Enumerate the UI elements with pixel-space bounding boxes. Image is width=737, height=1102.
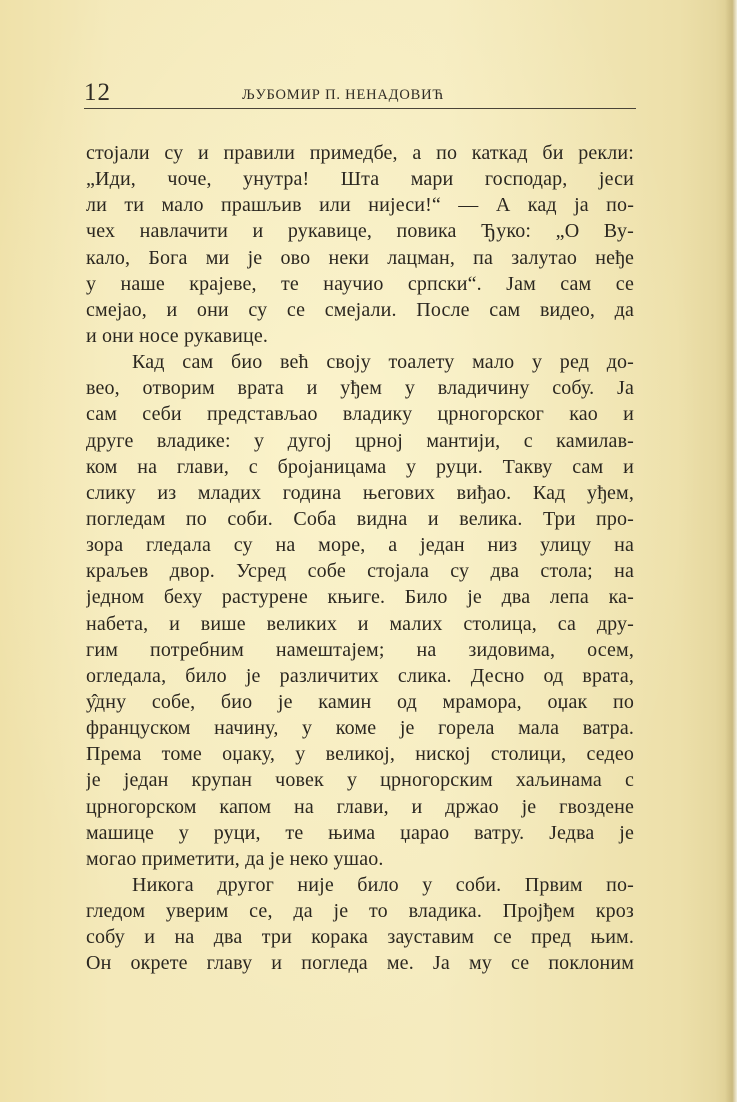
text-line: могао приметити, да је неко ушао.	[86, 847, 384, 870]
text-line: ком на глави, с бројаницама у руци. Такву сам и	[86, 455, 634, 478]
text-line: у̂дну собе, био је камин од мрамора, оџак по	[86, 690, 634, 713]
text-line: краљев двор. Усред собе стојала су два стола; на	[86, 560, 634, 583]
page-number: 12	[84, 79, 111, 106]
text-line: црногорском капом на глави, и држао је гвоздене	[86, 795, 634, 818]
text-line: једном беху растурене књиге. Било је два лепа ка-	[86, 586, 634, 609]
page-edge-shadow	[725, 0, 737, 1102]
text-line: Кад сам био већ своју тоалету мало у ред до-	[132, 351, 634, 374]
text-line: Он окрете главу и погледа ме. Ја му се поклоним	[86, 952, 634, 975]
text-line: у наше крајеве, те научио српски“. Јам сам се	[86, 272, 634, 295]
text-line: Никога другог није било у соби. Првим по-	[132, 873, 634, 896]
text-line: вео, отворим врата и уђем у владичину собу. Ја	[86, 377, 634, 400]
text-line: „Иди, чоче, унутра! Шта мари господар, јеси	[86, 168, 634, 191]
text-line: гледом уверим се, да је то владика. Пројђем кроз	[86, 900, 634, 923]
text-line: погледам по соби. Соба видна и велика. Три про-	[86, 507, 634, 530]
text-line: друге владике: у дугој црној мантији, с камилав-	[86, 429, 634, 452]
text-line: набета, и више великих и малих столица, са дру-	[86, 612, 634, 635]
body-text	[86, 140, 634, 977]
text-line: машице у руци, те њима џарао ватру. Једва је	[86, 821, 634, 844]
text-line: је један крупан човек у црногорским хаљинама с	[86, 769, 634, 792]
text-line: стојали су и правили примедбе, а по каткад би рекли:	[86, 142, 634, 164]
text-line: смејао, и они су се смејали. После сам видео, да	[86, 298, 634, 321]
text-line: ли ти мало прашљив или нијеси!“ — А кад ја по-	[86, 194, 634, 217]
text-line: зора гледала су на море, а један низ улицу на	[86, 534, 634, 557]
header-rule	[84, 108, 636, 109]
text-line: огледала, било је различитих слика. Десно од врата,	[86, 664, 634, 687]
text-line: собу и на два три корака зауставим се пред њим.	[86, 926, 634, 949]
text-line: Према томе оџаку, у великој, ниској столици, седео	[86, 743, 634, 766]
running-head: ЉУБОМИР П. НЕНАДОВИЋ	[242, 87, 444, 103]
text-line: сам себи представљао владику црногорског као и	[86, 403, 634, 426]
text-line: гим потребним намештајем; на зидовима, осем,	[86, 638, 634, 661]
text-line: чех навлачити и рукавице, повика Ђуко: „О Ву-	[86, 220, 634, 243]
text-line: слику из младих година његових виђао. Кад уђем,	[86, 481, 634, 504]
page-header	[84, 76, 636, 106]
text-line: француском начину, у коме је горела мала ватра.	[86, 717, 634, 740]
text-line: и они носе рукавице.	[86, 324, 269, 347]
text-line: кало, Бога ми је ово неки лацман, па залутао неђе	[86, 246, 634, 269]
